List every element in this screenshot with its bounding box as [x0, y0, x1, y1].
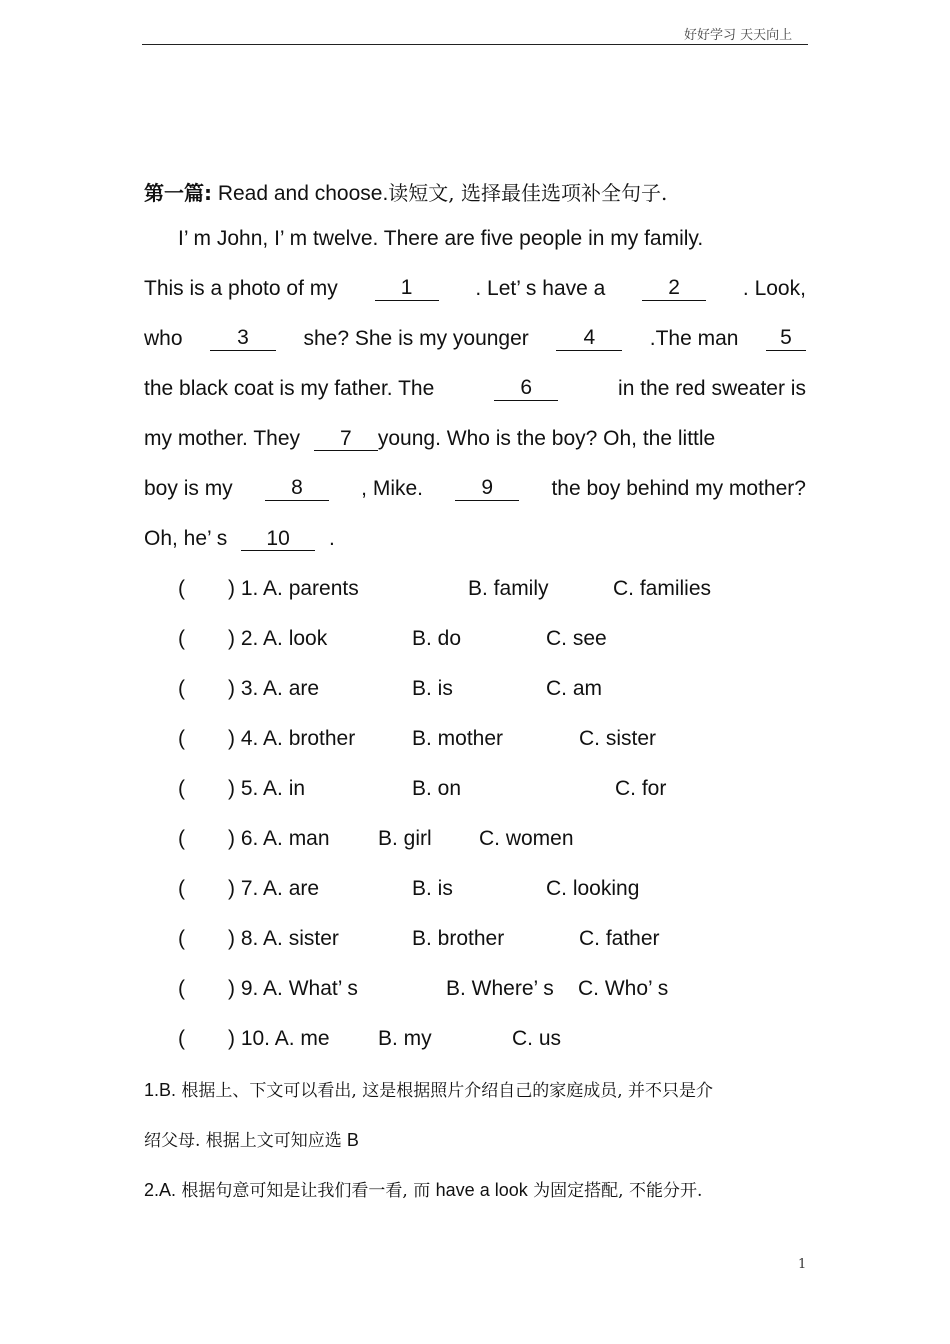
- title-instruction-en: Read and choose.: [212, 182, 389, 205]
- option-b: B. brother: [412, 927, 505, 950]
- option-c: C. am: [546, 677, 603, 700]
- option-b: B. my: [378, 1027, 432, 1050]
- section-title: [144, 177, 667, 206]
- option-b: B. do: [412, 627, 462, 650]
- passage-line-6: boy is my 8 , Mike. 9 the boy behind my mother?: [144, 476, 806, 500]
- option-b: B. family: [468, 577, 549, 600]
- blank-2: 2: [642, 277, 706, 301]
- passage-line-1: I’ m John, I’ m twelve. There are five people in my family.: [178, 227, 704, 250]
- option-b: B. on: [412, 777, 462, 800]
- option-b: B. is: [412, 877, 453, 900]
- passage-line-5: my mother. They 7 young. Who is the boy? Oh, the little: [144, 427, 716, 450]
- passage-line-4: the black coat is my father. The 6 in the red sweater is: [144, 376, 806, 400]
- blank-8: 8: [265, 477, 329, 501]
- option-c: C. see: [546, 627, 607, 650]
- blank-10: 10: [241, 528, 315, 551]
- blank-7: 7: [314, 428, 378, 451]
- option-c: C. looking: [546, 877, 640, 900]
- passage-line-3: who 3 she? She is my younger 4 .The man 5: [144, 327, 806, 351]
- blank-1: 1: [375, 277, 439, 301]
- analysis-1: 1.B. 根据上、下文可以看出, 这是根据照片介绍自己的家庭成员, 并不只是介: [144, 1080, 714, 1101]
- option-c: C. sister: [579, 727, 657, 750]
- passage-line-2: This is a photo of my 1 . Let’ s have a 2 . Look,: [144, 276, 806, 300]
- blank-9: 9: [455, 477, 519, 501]
- option-c: C. women: [479, 827, 574, 850]
- title-instruction-cn: 读短文, 选择最佳选项补全句子.: [388, 181, 668, 205]
- option-c: C. us: [512, 1027, 562, 1050]
- analysis-1-cont: 绍父母. 根据上文可知应选 B: [144, 1130, 359, 1151]
- option-c: C. Who’ s: [578, 977, 669, 1000]
- header-motto: 好好学习 天天向上: [684, 28, 793, 43]
- blank-6: 6: [494, 377, 558, 401]
- blank-4: 4: [556, 327, 622, 351]
- option-b: B. mother: [412, 727, 504, 750]
- option-b: B. girl: [378, 827, 432, 850]
- option-b: B. Where’ s: [446, 977, 554, 1000]
- page-number: 1: [798, 1257, 807, 1272]
- option-c: C. father: [579, 927, 660, 950]
- passage-line-7: Oh, he’ s 10 .: [144, 527, 335, 550]
- option-c: C. for: [615, 777, 667, 800]
- header-divider: [142, 44, 808, 45]
- option-c: C. families: [613, 577, 712, 600]
- blank-3: 3: [210, 327, 276, 351]
- option-b: B. is: [412, 677, 453, 700]
- title-label: 第一篇:: [144, 181, 212, 205]
- analysis-2: 2.A. 根据句意可知是让我们看一看, 而 have a look 为固定搭配, 不能分开.: [144, 1180, 703, 1201]
- blank-5: 5: [766, 327, 806, 351]
